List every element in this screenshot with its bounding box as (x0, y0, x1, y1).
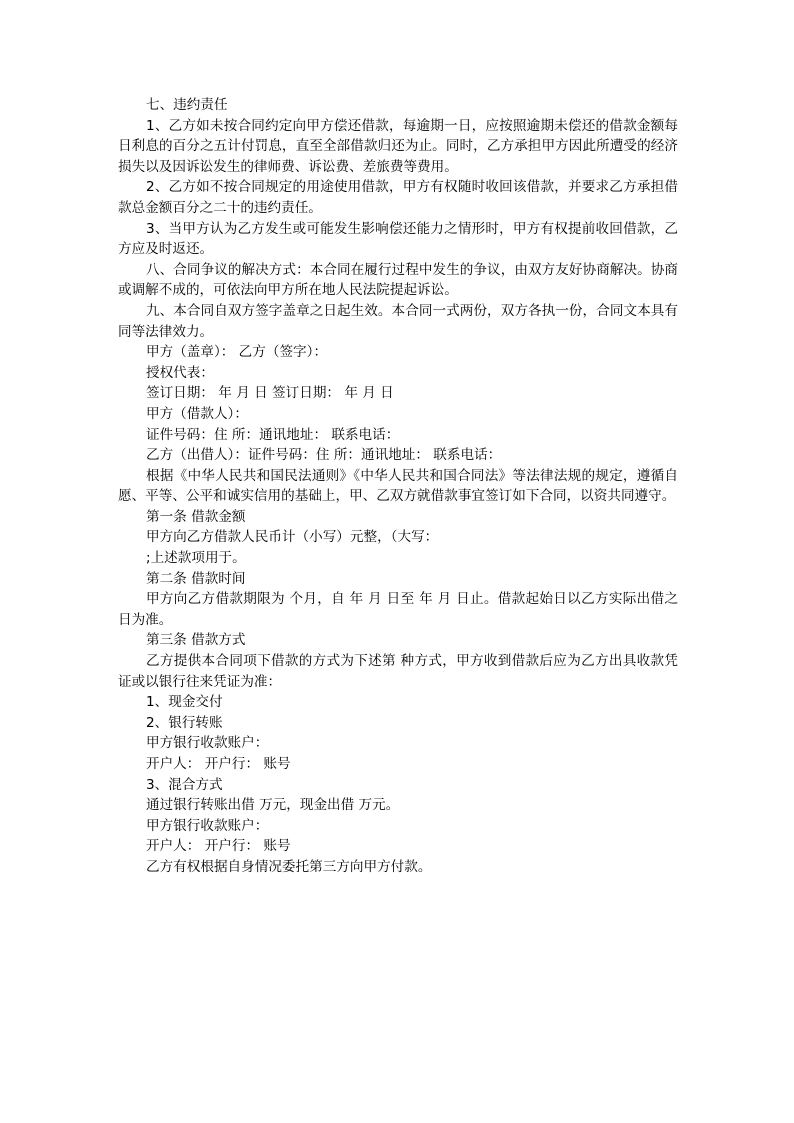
article-2-heading: 第二条 借款时间 (146, 570, 246, 587)
method-cash: 1、现金交付 (146, 694, 223, 711)
article-3-method: 乙方提供本合同项下借款的方式为下述第 种方式，甲方收到借款后应为乙方出具收款凭证或以银行往来凭证为准： (118, 653, 678, 690)
bank-account-label-2: 甲方银行收款账户： (146, 817, 269, 834)
party-b-lender: 乙方（出借人）：证件号码：住 所：通讯地址： 联系电话： (146, 447, 502, 464)
signature-line-dates: 签订日期： 年 月 日 签订日期： 年 月 日 (146, 385, 394, 402)
signature-line-representative: 授权代表： (146, 364, 214, 381)
article-1-purpose: ;上述款项用于。 (146, 550, 246, 567)
paragraph-effective: 九、本合同自双方签字盖章之日起生效。本合同一式两份，双方各执一份，合同文本具有同等法律效力。 (118, 302, 678, 340)
paragraph-breach-1: 1、乙方如未按合同约定向甲方偿还借款，每逾期一日，应按照逾期未偿还的借款金额每日利息的百分之五计付罚息，直至全部借款归还为止。同时，乙方承担甲方因此所遭受的经济损失以及因诉讼发生的律师费、诉讼费、差旅费等费用。 (118, 117, 678, 175)
paragraph-breach-2: 2、乙方如不按合同规定的用途使用借款，甲方有权随时收回该借款，并要求乙方承担借款总金额百分之二十的违约责任。 (118, 179, 678, 216)
method-mixed: 3、混合方式 (146, 776, 223, 793)
third-party-payment: 乙方有权根据自身情况委托第三方向甲方付款。 (146, 858, 432, 875)
party-a-borrower: 甲方（借款人）： (146, 405, 248, 422)
article-1-heading: 第一条 借款金额 (146, 508, 246, 525)
account-fields-2: 开户人： 开户行： 账号 (146, 838, 291, 855)
article-3-heading: 第三条 借款方式 (146, 632, 246, 649)
mixed-amounts: 通过银行转账出借 万元，现金出借 万元。 (146, 797, 400, 814)
article-2-term: 甲方向乙方借款期限为 个月，自 年 月 日至 年 月 日止。借款起始日以乙方实际出借之日为准。 (118, 591, 678, 628)
paragraph-preamble: 根据《中华人民共和国民法通则》《中华人民共和国合同法》等法律法规的规定，遵循自愿、平等、公平和诚实信用的基础上，甲、乙双方就借款事宜签订如下合同，以资共同遵守。 (118, 467, 678, 505)
paragraph-dispute: 八、合同争议的解决方式：本合同在履行过程中发生的争议，由双方友好协商解决。协商或调解不成的，可依法向甲方所在地人民法院提起诉讼。 (118, 261, 678, 299)
article-1-amount: 甲方向乙方借款人民币计（小写）元整，（大写： (146, 529, 439, 546)
party-a-contact-fields: 证件号码：住 所：通讯地址： 联系电话： (146, 426, 400, 443)
account-fields-1: 开户人： 开户行： 账号 (146, 756, 291, 772)
document-body (118, 95, 678, 878)
paragraph-breach-3: 3、当甲方认为乙方发生或可能发生影响偿还能力之情形时，甲方有权提前收回借款，乙方应及时返还。 (118, 220, 678, 258)
method-bank-transfer: 2、银行转账 (146, 714, 223, 731)
signature-line-parties: 甲方（盖章）： 乙方（签字）： (146, 344, 328, 361)
section-heading-breach: 七、违约责任 (146, 97, 228, 113)
bank-account-label-1: 甲方银行收款账户： (146, 735, 269, 752)
